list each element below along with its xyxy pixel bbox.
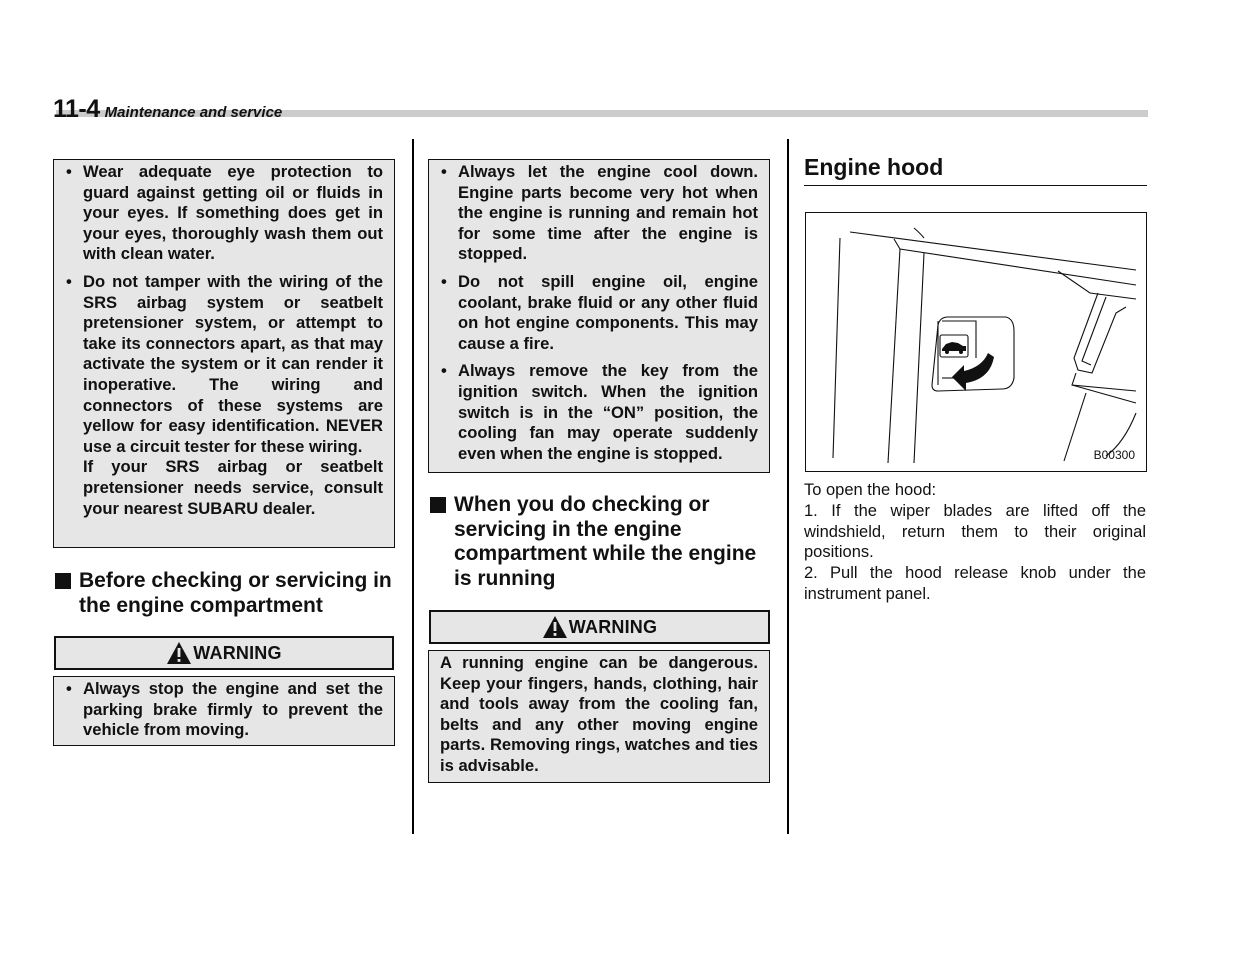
section-heading-text: When you do checking or servicing in the engine compartment while the engine is running [454, 493, 757, 590]
instructions-intro: To open the hood: [804, 481, 937, 499]
page-number: 11-4 [53, 95, 100, 123]
section-heading-text: Before checking or servicing in the engine compartment [79, 569, 392, 617]
hood-open-instructions [804, 480, 1146, 605]
instruction-step: 1. If the wiper blades are lifted off the windshield, return them to their original positions. [804, 501, 1146, 562]
list-item [429, 162, 769, 265]
caution-box-engine-hot [428, 159, 770, 473]
hood-release-figure [805, 212, 1147, 472]
warning-triangle-icon [166, 641, 192, 665]
bullet-icon: • [66, 162, 72, 181]
list-item-text: Do not tamper with the wiring of the SRS airbag system or seatbelt pretensioner system, or attempt to take its connectors apart, as that may activate the system or it can render it inoperative. The wiring and connectors of these systems are yellow for easy identification. NEVER use a circuit tester for these wiring. [83, 271, 383, 456]
bullet-icon: • [66, 679, 72, 698]
figure-code: B00300 [1093, 448, 1135, 462]
section-heading-while-running [430, 493, 775, 591]
warning-box-stop-engine [53, 676, 395, 746]
car-icon [942, 342, 966, 354]
list-item [429, 361, 769, 464]
list-item [54, 272, 394, 519]
list-item-text: Wear adequate eye protection to guard against getting oil or fluids in your eyes. If something does get in your eyes, thoroughly wash them out with clean water. [83, 162, 383, 264]
list-item-text: Always let the engine cool down. Engine parts become very hot when the engine is running and remain hot for some time after the engine is stopped. [458, 162, 758, 264]
warning-text: A running engine can be dangerous. Keep your fingers, hands, clothing, hair and tools away from the cooling fan, belts and any other moving engine parts. Removing rings, watches and ties is advisable. [440, 653, 758, 775]
list-item [429, 272, 769, 354]
bullet-icon: • [441, 162, 447, 181]
list-item-continuation: If your SRS airbag or seatbelt pretensioner needs service, consult your nearest SUBARU dealer. [83, 457, 383, 518]
warning-box-running-engine [428, 650, 770, 783]
section-title-engine-hood: Engine hood [804, 153, 1147, 186]
instruction-step: 2. Pull the hood release knob under the instrument panel. [804, 564, 1146, 603]
chapter-title: Maintenance and service [104, 104, 283, 121]
section-heading-before-checking [55, 569, 395, 618]
bullet-icon: • [441, 271, 447, 291]
warning-label: WARNING [568, 616, 658, 637]
caution-box-eye-srs [53, 159, 395, 548]
warning-header [54, 636, 394, 670]
list-item [54, 162, 394, 265]
column-divider-left [412, 139, 414, 834]
warning-triangle-icon [542, 615, 568, 639]
list-item-text: Always stop the engine and set the parking brake firmly to prevent the vehicle from moving. [83, 679, 383, 740]
column-divider-right [787, 139, 789, 834]
list-item-text: Always remove the key from the ignition switch. When the ignition switch is in the “ON” position, the cooling fan may operate suddenly even when the engine is stopped. [458, 361, 758, 463]
warning-header [429, 610, 770, 644]
bullet-icon: • [441, 361, 447, 381]
square-bullet-icon [55, 573, 71, 589]
page-header [53, 94, 282, 124]
list-item-text: Do not spill engine oil, engine coolant, brake fluid or any other fluid on hot engine components. This may cause a fire. [458, 271, 758, 353]
square-bullet-icon [430, 497, 446, 513]
bullet-icon: • [66, 271, 72, 291]
hood-release-illustration-icon [806, 213, 1146, 471]
list-item [54, 679, 394, 741]
warning-label: WARNING [193, 642, 282, 663]
